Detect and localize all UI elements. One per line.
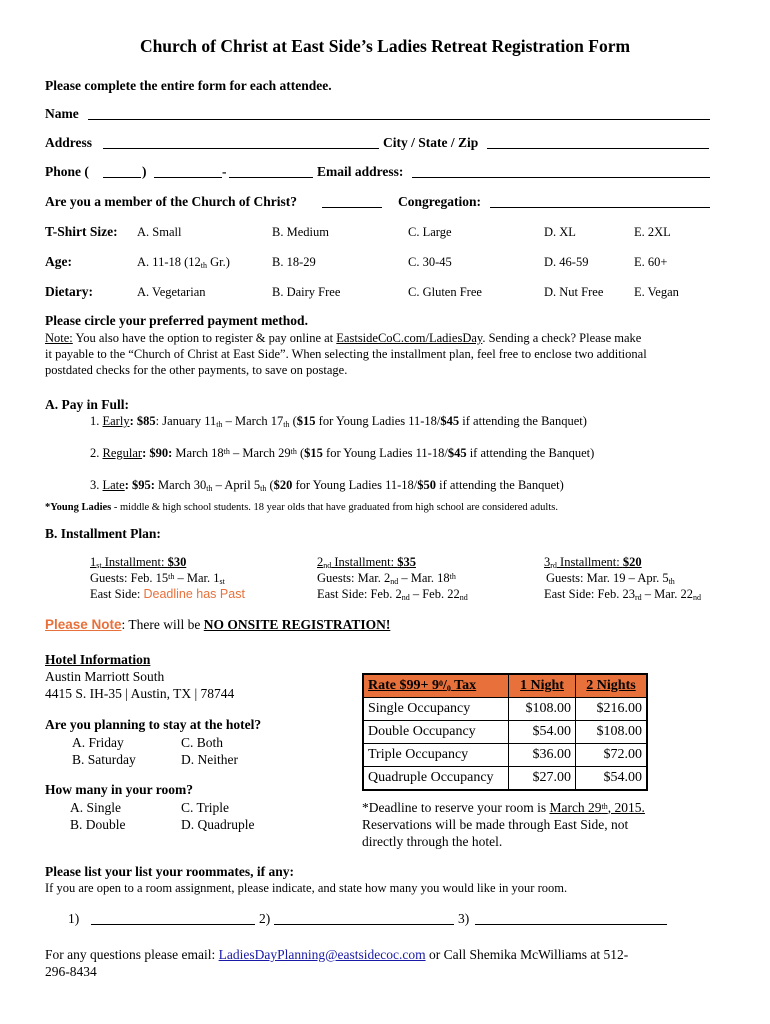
- address-field[interactable]: [103, 136, 379, 149]
- email-label: Email address:: [317, 164, 404, 179]
- age-label: Age:: [45, 254, 72, 269]
- deadline-note: *Deadline to reserve your room is March 29th, 2015.: [362, 800, 645, 815]
- rate-two-nights-cell: $54.00: [576, 767, 648, 791]
- dietary-option[interactable]: B. Dairy Free: [272, 285, 341, 299]
- installment-second-guests: Guests: Mar. $2_{nd}$ – Mar. 18th: [317, 571, 456, 586]
- installment-first-eastside: East Side: Deadline has Past: [90, 587, 245, 601]
- installment-second-eastside: East Side: Feb. $2_{nd}$ – Feb. $22_{nd}$: [317, 587, 468, 602]
- dietary-label: Dietary:: [45, 284, 93, 299]
- rate-row: [363, 744, 647, 767]
- roommate-number: 2): [259, 911, 271, 926]
- rate-type-cell: Double Occupancy: [363, 721, 509, 744]
- phone-close-paren: ): [142, 164, 147, 179]
- tshirt-label: T-Shirt Size:: [45, 224, 118, 239]
- onsite-notice: Please Note: There will be NO ONSITE REGISTRATION!: [45, 617, 391, 632]
- young-ladies-footnote: *Young Ladies - middle & high school students. 18 year olds that have graduated from high school are considered adults.: [45, 502, 558, 513]
- congregation-label: Congregation:: [398, 194, 481, 209]
- city-state-zip-label: City / State / Zip: [383, 135, 479, 150]
- stay-option[interactable]: A. Friday: [72, 735, 124, 750]
- phone-area-code-field[interactable]: [103, 165, 141, 178]
- dietary-option[interactable]: D. Nut Free: [544, 285, 604, 299]
- deadline-note-line: directly through the hotel.: [362, 834, 503, 849]
- rate-one-night-cell: $36.00: [509, 744, 576, 767]
- stay-question: Are you planning to stay at the hotel?: [45, 717, 262, 732]
- member-label: Are you a member of the Church of Christ?: [45, 194, 297, 209]
- age-option[interactable]: C. 30-45: [408, 255, 452, 269]
- congregation-field[interactable]: [490, 195, 710, 208]
- registration-link[interactable]: EastsideCoC.com/LadiesDay: [336, 331, 483, 345]
- stay-option[interactable]: B. Saturday: [72, 752, 136, 767]
- name-field[interactable]: [88, 107, 710, 120]
- page-title: Church of Christ at East Side’s Ladies Retreat Registration Form: [139, 36, 631, 56]
- rate-type-cell: Quadruple Occupancy: [363, 767, 509, 791]
- rate-one-night-cell: $27.00: [509, 767, 576, 791]
- deadline-past-label: Deadline has Past: [143, 587, 245, 601]
- deadline-note-line: Reservations will be made through East Side, not: [362, 817, 629, 832]
- roommate-field[interactable]: [274, 912, 454, 925]
- roommate-field[interactable]: [91, 912, 255, 925]
- payment-heading: Please circle your preferred payment method.: [45, 313, 308, 328]
- rate-one-night-cell: $108.00: [509, 698, 576, 721]
- hotel-name: Austin Marriott South: [45, 669, 165, 684]
- contact-email-link[interactable]: LadiesDayPlanning@eastsidecoc.com: [218, 947, 426, 962]
- age-option[interactable]: E. 60+: [634, 255, 668, 269]
- room-option[interactable]: C. Triple: [181, 800, 230, 815]
- tshirt-option[interactable]: E. 2XL: [634, 225, 671, 239]
- rate-row: [363, 767, 647, 791]
- stay-option[interactable]: C. Both: [181, 735, 224, 750]
- address-label: Address: [45, 135, 93, 150]
- dietary-option[interactable]: C. Gluten Free: [408, 285, 482, 299]
- payment-note-line: postdated checks for the other payments, to save on postage.: [45, 363, 348, 377]
- rate-table-header: [363, 674, 647, 698]
- stay-option[interactable]: D. Neither: [181, 752, 238, 767]
- pay-option-late[interactable]: 3. Late: $95: March $30_{th}$ – April $5_{th}$ ($20 for Young Ladies 11-18/$50 if attending the Banquet): [90, 478, 564, 493]
- hotel-heading: Hotel Information: [45, 652, 151, 667]
- rate-header-cell: 1 Night: [509, 674, 576, 698]
- name-label: Name: [45, 106, 79, 121]
- age-option[interactable]: B. 18-29: [272, 255, 316, 269]
- roommate-field[interactable]: [475, 912, 667, 925]
- phone-dash: -: [222, 164, 227, 179]
- age-option[interactable]: A. 11-18 ($12_{th}$ Gr.): [137, 255, 230, 270]
- phone-line-field[interactable]: [229, 165, 313, 178]
- rate-row: [363, 721, 647, 744]
- phone-prefix-field[interactable]: [154, 165, 222, 178]
- rate-type-cell: Triple Occupancy: [363, 744, 509, 767]
- pay-option-regular[interactable]: 2. Regular: $90: March 18th – March 29th ($15 for Young Ladies 11-18/$45 if attending the Banquet): [90, 446, 595, 460]
- contact-phone: 296-8434: [45, 964, 97, 979]
- roommate-number: 1): [68, 911, 80, 926]
- tshirt-option[interactable]: B. Medium: [272, 225, 329, 239]
- roommates-instructions: If you are open to a room assignment, please indicate, and state how many you would like in your room.: [45, 881, 568, 895]
- rate-header-cell: Rate $99+ $9^0/_0$ Tax: [363, 674, 509, 698]
- rate-two-nights-cell: $108.00: [576, 721, 648, 744]
- installment-third-eastside: East Side: Feb. $23_{rd}$ – Mar. $22_{nd}$: [544, 587, 702, 602]
- member-field[interactable]: [322, 195, 382, 208]
- city-state-zip-field[interactable]: [487, 136, 709, 149]
- age-option[interactable]: D. 46-59: [544, 255, 589, 269]
- pay-full-heading: A. Pay in Full:: [45, 397, 130, 412]
- tshirt-option[interactable]: A. Small: [137, 225, 182, 239]
- room-option[interactable]: D. Quadruple: [181, 817, 255, 832]
- contact-line: For any questions please email: LadiesDayPlanning@eastsidecoc.com or Call Shemika McWilliams at 512-: [45, 947, 629, 962]
- rate-row: [363, 698, 647, 721]
- hotel-address: 4415 S. IH-35 | Austin, TX | 78744: [45, 686, 235, 701]
- rate-two-nights-cell: $216.00: [576, 698, 648, 721]
- installment-third-guests: Guests: Mar. 19 – Apr. $5_{th}$: [546, 571, 675, 586]
- roommates-heading: Please list your list your roommates, if any:: [45, 864, 294, 879]
- installment-first-guests: Guests: Feb. 15th – Mar. $1_{st}$: [90, 571, 225, 586]
- room-question: How many in your room?: [45, 782, 194, 797]
- payment-note: Note: You also have the option to register & pay online at EastsideCoC.com/LadiesDay. Sending a check? Please make: [45, 331, 642, 345]
- installment-second[interactable]: $2_{nd}$ Installment: $35: [317, 555, 416, 570]
- pay-option-early[interactable]: 1. Early: $85: January $11_{th}$ – March $17_{th}$ ($15 for Young Ladies 11-18/$45 if attending the Banquet): [90, 414, 587, 429]
- payment-note-line: it payable to the “Church of Christ at East Side”. When selecting the installment plan, feel free to enclose two additional: [45, 347, 647, 361]
- installment-heading: B. Installment Plan:: [45, 526, 161, 541]
- rate-one-night-cell: $54.00: [509, 721, 576, 744]
- dietary-option[interactable]: A. Vegetarian: [137, 285, 206, 299]
- rate-header-cell: 2 Nights: [576, 674, 648, 698]
- phone-label: Phone (: [45, 164, 89, 179]
- email-field[interactable]: [412, 165, 710, 178]
- room-option[interactable]: B. Double: [70, 817, 126, 832]
- installment-first[interactable]: $1_{st}$ Installment: $30: [90, 555, 187, 570]
- tshirt-option[interactable]: D. XL: [544, 225, 576, 239]
- dietary-option[interactable]: E. Vegan: [634, 285, 679, 299]
- instructions: Please complete the entire form for each attendee.: [45, 78, 332, 93]
- roommate-number: 3): [458, 911, 470, 926]
- tshirt-option[interactable]: C. Large: [408, 225, 452, 239]
- installment-third[interactable]: $3_{rd}$ Installment: $20: [544, 555, 642, 570]
- rate-two-nights-cell: $72.00: [576, 744, 648, 767]
- hotel-rate-table: [362, 673, 648, 791]
- room-option[interactable]: A. Single: [70, 800, 122, 815]
- rate-type-cell: Single Occupancy: [363, 698, 509, 721]
